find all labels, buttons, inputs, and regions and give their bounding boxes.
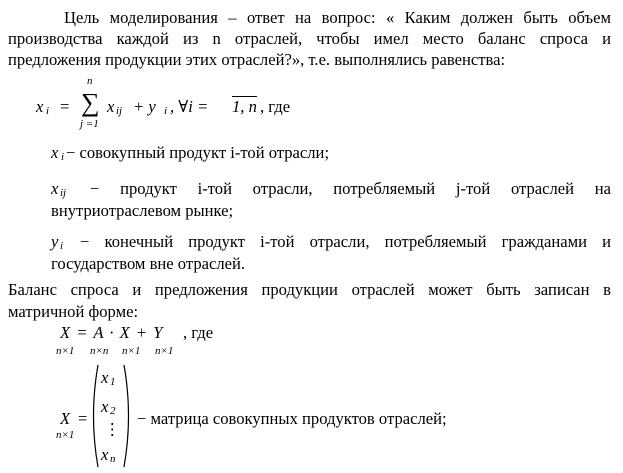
- def-y-symbol: y: [51, 232, 59, 251]
- paragraph-1-line-2: производства каждой из n отраслей, чтобы имел место баланс спроса и: [8, 29, 611, 48]
- def-xij-line-2: внутриотраслевом рынке;: [51, 201, 234, 220]
- dim-label: n×1: [155, 345, 174, 357]
- sum-symbol: ∑: [81, 88, 100, 117]
- def-xij-line-1: − продукт i-той отрасли, потребляемый j-той отраслей на: [90, 179, 611, 198]
- formula-term-sub: ij: [116, 105, 123, 117]
- vector-entry-sub: n: [110, 453, 116, 465]
- def-xij-symbol: x: [51, 179, 59, 198]
- matrix-equation-where: , где: [183, 323, 214, 342]
- vector-entry: x: [101, 445, 109, 464]
- sum-upper-limit: n: [87, 75, 93, 87]
- formula-term: x: [107, 97, 115, 116]
- formula-equals: =: [60, 97, 70, 116]
- formula-where: , где: [260, 97, 291, 116]
- vector-entry: ⋮: [104, 420, 121, 439]
- paragraph-2-line-1: Баланс спроса и предложения продукции отраслей может быть записан в: [8, 280, 611, 299]
- def-x-sub: i: [61, 151, 65, 163]
- vector-entry-sub: 1: [110, 376, 116, 388]
- dim-label: n×1: [56, 345, 75, 357]
- vector-description: − матрица совокупных продуктов отраслей;: [137, 409, 447, 428]
- dim-label: n×1: [122, 345, 141, 357]
- vector-entry-sub: 2: [110, 405, 116, 417]
- dim-label: n×n: [90, 345, 109, 357]
- formula-forall: , ∀i =: [170, 97, 209, 116]
- vector-equals: =: [78, 409, 88, 428]
- def-x-text: − совокупный продукт i-той отрасли;: [66, 143, 330, 162]
- sum-lower-limit: j =1: [80, 118, 99, 130]
- vector-entry: x: [101, 397, 109, 416]
- def-x-symbol: x: [51, 143, 59, 162]
- def-xij-sub: ij: [60, 187, 67, 199]
- formula-plus-y: + y: [133, 97, 156, 116]
- def-y-line-1: − конечный продукт i-той отрасли, потребляемый гражданами и: [80, 232, 611, 251]
- formula-lhs: x: [36, 97, 44, 116]
- vector-dim: n×1: [56, 429, 75, 441]
- matrix-equation-text: X = A · X + Y: [60, 323, 164, 342]
- paragraph-1-line-3: предложения продукции этих отраслей?», т.е. выполнялись равенства:: [8, 50, 506, 69]
- paragraph-1-line-1: Цель моделирования – ответ на вопрос: « Каким должен быть объем: [64, 8, 611, 27]
- def-y-line-2: государством вне отраслей.: [51, 254, 246, 273]
- formula-y-sub: i: [164, 105, 168, 117]
- paragraph-2-line-2: матричной форме:: [8, 302, 139, 321]
- vector-lhs: X: [60, 409, 71, 428]
- vector-entry: x: [101, 368, 109, 387]
- formula-range: 1, n: [232, 97, 257, 116]
- def-y-sub: i: [60, 240, 64, 252]
- formula-lhs-sub: i: [46, 105, 50, 117]
